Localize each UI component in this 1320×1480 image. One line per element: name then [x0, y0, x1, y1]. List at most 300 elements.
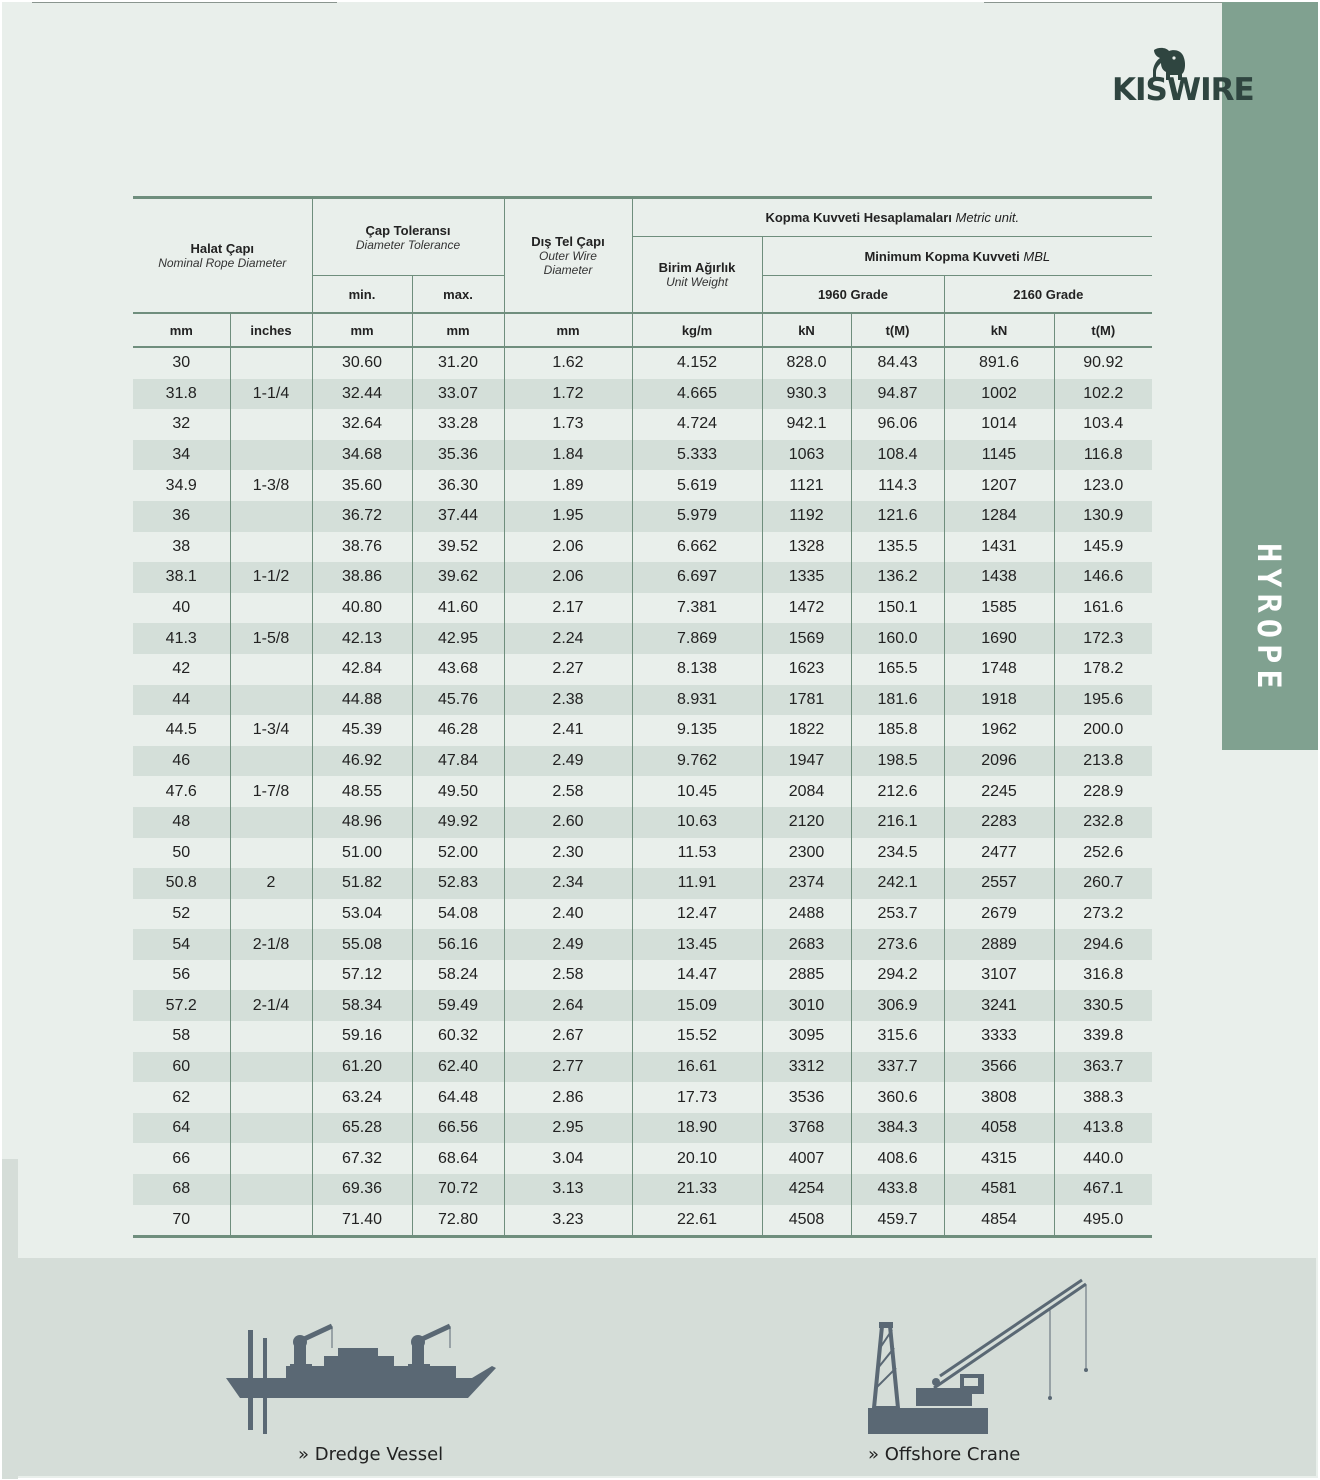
table-cell: 56.16	[412, 929, 504, 960]
table-cell: 1472	[762, 593, 851, 624]
table-row	[133, 838, 1152, 869]
table-cell: 1-7/8	[230, 776, 312, 807]
table-cell: 1014	[944, 409, 1054, 440]
table-cell: 31.8	[133, 379, 230, 410]
table-cell: 4007	[762, 1143, 851, 1174]
table-cell: 200.0	[1054, 715, 1152, 746]
table-cell: 242.1	[851, 868, 944, 899]
table-cell	[230, 440, 312, 471]
table-cell: 39.52	[412, 532, 504, 563]
table-cell: 61.20	[312, 1052, 412, 1083]
table-cell: 930.3	[762, 379, 851, 410]
table-cell: 136.2	[851, 562, 944, 593]
table-cell: 2.60	[504, 807, 632, 838]
table-cell: 2.38	[504, 685, 632, 716]
unit-header-cell: kN	[762, 313, 851, 347]
table-row	[133, 379, 1152, 410]
table-row	[133, 929, 1152, 960]
table-cell: 1.72	[504, 379, 632, 410]
table-cell: 4058	[944, 1113, 1054, 1144]
table-cell: 34.9	[165, 476, 197, 494]
table-cell: 1-5/8	[230, 623, 312, 654]
applications-panel	[18, 1258, 1316, 1476]
table-cell: 252.6	[1054, 838, 1152, 869]
table-cell: 3107	[944, 960, 1054, 991]
header-wire-tr: Dış Tel Çapı	[531, 234, 605, 249]
header-max: max.	[412, 276, 504, 314]
table-cell: 108.4	[851, 440, 944, 471]
table-cell: 4854	[944, 1205, 1054, 1237]
table-cell: 2.58	[504, 776, 632, 807]
table-cell: 198.5	[851, 746, 944, 777]
table-cell	[230, 1143, 312, 1174]
table-cell: 172.3	[1054, 623, 1152, 654]
table-cell: 42.84	[312, 654, 412, 685]
table-cell: 5.333	[632, 440, 762, 471]
table-cell: 185.8	[851, 715, 944, 746]
table-cell: 2488	[762, 899, 851, 930]
table-cell: 38.76	[312, 532, 412, 563]
table-cell: 46	[133, 746, 230, 777]
table-cell: 30	[172, 354, 191, 372]
table-cell: 234.5	[851, 838, 944, 869]
table-row	[133, 623, 1152, 654]
table-cell: 39.62	[412, 562, 504, 593]
table-row	[133, 1205, 1152, 1237]
table-cell: 9.762	[632, 746, 762, 777]
table-cell: 4.665	[632, 379, 762, 410]
table-row	[133, 1174, 1152, 1205]
table-cell: 294.2	[851, 960, 944, 991]
table-cell: 58.34	[312, 990, 412, 1021]
table-cell: 6.662	[632, 532, 762, 563]
table-cell: 2.86	[504, 1082, 632, 1113]
table-cell: 2.06	[504, 562, 632, 593]
table-cell: 9.135	[632, 715, 762, 746]
table-cell: 306.9	[851, 990, 944, 1021]
table-cell: 52.83	[412, 868, 504, 899]
brand-logo	[1112, 46, 1254, 108]
table-cell: 408.6	[851, 1143, 944, 1174]
table-cell: 2.41	[504, 715, 632, 746]
table-cell: 3808	[944, 1082, 1054, 1113]
table-cell: 103.4	[1054, 409, 1152, 440]
table-cell: 4315	[944, 1143, 1054, 1174]
table-cell: 69.36	[312, 1174, 412, 1205]
table-cell: 337.7	[851, 1052, 944, 1083]
dredge-vessel-caption: » Dredge Vessel	[298, 1444, 444, 1465]
table-cell: 12.47	[632, 899, 762, 930]
table-cell: 6.697	[632, 562, 762, 593]
table-cell: 32.64	[312, 409, 412, 440]
table-cell: 32.44	[312, 379, 412, 410]
table-cell: 212.6	[851, 776, 944, 807]
table-cell: 38.86	[312, 562, 412, 593]
table-row	[133, 532, 1152, 563]
table-cell: 339.8	[1054, 1021, 1152, 1052]
brand-logotype: KISWIRE	[1112, 72, 1254, 108]
table-cell: 34.68	[312, 440, 412, 471]
table-cell: 160.0	[851, 623, 944, 654]
table-cell: 330.5	[1054, 990, 1152, 1021]
unit-header-cell: mm	[412, 313, 504, 347]
table-cell: 459.7	[851, 1205, 944, 1237]
table-cell: 2557	[944, 868, 1054, 899]
table-cell: 52.00	[412, 838, 504, 869]
table-cell: 828.0	[762, 347, 851, 379]
table-cell: 90.92	[1054, 347, 1152, 379]
table-cell: 942.1	[762, 409, 851, 440]
header-mbl-tr: Minimum Kopma Kuvveti	[864, 248, 1020, 264]
table-cell: 2.24	[504, 623, 632, 654]
table-cell: 40.80	[312, 593, 412, 624]
table-cell: 1002	[944, 379, 1054, 410]
table-cell: 3312	[762, 1052, 851, 1083]
specification-rows	[133, 347, 1152, 1237]
table-cell: 63.24	[312, 1082, 412, 1113]
table-cell: 8.138	[632, 654, 762, 685]
table-row	[133, 1021, 1152, 1052]
table-cell: 1121	[762, 470, 851, 501]
table-cell: 48.55	[312, 776, 412, 807]
table-cell: 10.63	[632, 807, 762, 838]
table-cell: 2120	[762, 807, 851, 838]
table-row	[133, 868, 1152, 899]
table-cell: 72.80	[412, 1205, 504, 1237]
table-cell: 66.56	[412, 1113, 504, 1144]
table-cell: 440.0	[1054, 1143, 1152, 1174]
table-cell: 232.8	[1054, 807, 1152, 838]
table-row	[133, 715, 1152, 746]
table-cell: 2.27	[504, 654, 632, 685]
table-cell: 1585	[944, 593, 1054, 624]
table-cell: 38	[172, 537, 191, 555]
header-outer-wire	[504, 198, 632, 314]
table-cell: 46.28	[412, 715, 504, 746]
table-cell: 44.88	[312, 685, 412, 716]
table-cell: 2283	[944, 807, 1054, 838]
table-cell: 57.2	[133, 990, 230, 1021]
table-cell: 3.13	[504, 1174, 632, 1205]
table-cell	[230, 746, 312, 777]
table-cell: 1947	[762, 746, 851, 777]
table-cell: 60.32	[412, 1021, 504, 1052]
table-cell: 2096	[944, 746, 1054, 777]
table-cell: 228.9	[1054, 776, 1152, 807]
table-cell: 316.8	[1054, 960, 1152, 991]
table-cell: 17.73	[632, 1082, 762, 1113]
table-cell	[230, 960, 312, 991]
table-cell: 36.72	[312, 501, 412, 532]
table-cell	[230, 501, 312, 532]
table-cell: 260.7	[1054, 868, 1152, 899]
table-cell: 2	[230, 868, 312, 899]
table-cell: 1207	[944, 470, 1054, 501]
header-wire-en-2: Diameter	[543, 263, 593, 277]
table-cell: 4.724	[632, 409, 762, 440]
header-grade-2160: 2160 Grade	[944, 276, 1152, 314]
table-cell: 53.04	[312, 899, 412, 930]
table-cell: 2.06	[504, 532, 632, 563]
table-cell: 44.5	[165, 721, 197, 739]
unit-header-cell: kN	[944, 313, 1054, 347]
table-cell	[230, 838, 312, 869]
table-cell: 66	[172, 1149, 191, 1167]
header-rope-diameter-en: Nominal Rope Diameter	[158, 256, 287, 270]
table-row	[133, 1082, 1152, 1113]
unit-header-cell: kg/m	[632, 313, 762, 347]
table-cell: 2.58	[504, 960, 632, 991]
table-cell: 55.08	[312, 929, 412, 960]
table-cell: 84.43	[851, 347, 944, 379]
table-cell: 49.92	[412, 807, 504, 838]
table-cell: 71.40	[312, 1205, 412, 1237]
table-cell: 54.08	[412, 899, 504, 930]
table-cell	[230, 1021, 312, 1052]
table-cell: 3.23	[504, 1205, 632, 1237]
table-cell: 1-1/4	[230, 379, 312, 410]
table-cell	[230, 1205, 312, 1237]
table-cell: 145.9	[1054, 532, 1152, 563]
table-cell: 50.8	[133, 868, 230, 899]
table-cell: 2.49	[504, 746, 632, 777]
table-cell	[230, 347, 312, 379]
table-cell: 42.95	[412, 623, 504, 654]
table-cell: 35.60	[312, 470, 412, 501]
table-cell: 7.381	[632, 593, 762, 624]
table-cell	[230, 654, 312, 685]
table-cell: 14.47	[632, 960, 762, 991]
table-cell	[230, 807, 312, 838]
table-cell: 68.64	[412, 1143, 504, 1174]
table-cell: 22.61	[632, 1205, 762, 1237]
table-cell: 13.45	[632, 929, 762, 960]
table-cell: 15.52	[632, 1021, 762, 1052]
table-cell: 467.1	[1054, 1174, 1152, 1205]
unit-header-cell: mm	[312, 313, 412, 347]
table-cell: 1962	[944, 715, 1054, 746]
table-cell: 1822	[762, 715, 851, 746]
table-cell: 360.6	[851, 1082, 944, 1113]
table-cell: 42.13	[312, 623, 412, 654]
table-cell: 56	[172, 966, 191, 984]
table-cell: 62.40	[412, 1052, 504, 1083]
table-cell: 2.34	[504, 868, 632, 899]
table-row	[133, 960, 1152, 991]
table-row	[133, 685, 1152, 716]
table-row	[133, 990, 1152, 1021]
table-cell: 44	[133, 685, 230, 716]
table-cell: 70	[133, 1205, 230, 1237]
table-cell: 40	[172, 599, 191, 617]
table-cell: 1063	[762, 440, 851, 471]
table-row	[133, 899, 1152, 930]
table-cell: 96.06	[851, 409, 944, 440]
table-cell: 165.5	[851, 654, 944, 685]
table-cell: 3768	[762, 1113, 851, 1144]
table-cell: 51.00	[312, 838, 412, 869]
table-cell: 38.1	[133, 562, 230, 593]
table-row	[133, 654, 1152, 685]
table-cell: 45.39	[312, 715, 412, 746]
table-cell: 3010	[762, 990, 851, 1021]
table-cell: 1438	[944, 562, 1054, 593]
table-cell: 32	[172, 415, 191, 433]
table-cell: 2679	[944, 899, 1054, 930]
table-cell: 47.84	[412, 746, 504, 777]
table-cell: 2245	[944, 776, 1054, 807]
table-cell: 114.3	[851, 470, 944, 501]
table-cell: 34	[133, 440, 230, 471]
table-row	[133, 1113, 1152, 1144]
table-cell: 102.2	[1054, 379, 1152, 410]
table-cell: 15.09	[632, 990, 762, 1021]
table-cell: 4.152	[632, 347, 762, 379]
table-cell: 135.5	[851, 532, 944, 563]
top-rule-left	[32, 2, 337, 3]
table-cell: 1748	[944, 654, 1054, 685]
table-cell: 121.6	[851, 501, 944, 532]
table-cell: 3095	[762, 1021, 851, 1052]
table-cell: 253.7	[851, 899, 944, 930]
table-cell: 2.77	[504, 1052, 632, 1083]
unit-header-cell: t(M)	[1054, 313, 1152, 347]
table-cell	[230, 532, 312, 563]
table-cell: 1-1/2	[230, 562, 312, 593]
table-cell: 363.7	[1054, 1052, 1152, 1083]
table-cell: 1335	[762, 562, 851, 593]
table-cell: 2.67	[504, 1021, 632, 1052]
table-cell: 2.64	[504, 990, 632, 1021]
table-cell: 8.931	[632, 685, 762, 716]
header-grade-1960: 1960 Grade	[762, 276, 944, 314]
table-cell: 1.84	[504, 440, 632, 471]
table-cell: 1-3/4	[230, 715, 312, 746]
table-cell: 216.1	[851, 807, 944, 838]
table-cell: 7.869	[632, 623, 762, 654]
table-cell: 1328	[762, 532, 851, 563]
table-cell: 18.90	[632, 1113, 762, 1144]
table-cell: 1-3/8	[230, 470, 312, 501]
table-cell: 1781	[762, 685, 851, 716]
table-cell: 33.28	[412, 409, 504, 440]
table-cell: 36.30	[412, 470, 504, 501]
header-wire-en-1: Outer Wire	[539, 249, 597, 263]
table-cell: 388.3	[1054, 1082, 1152, 1113]
table-cell: 30.60	[312, 347, 412, 379]
table-cell: 2885	[762, 960, 851, 991]
left-strip	[2, 1159, 18, 1479]
table-cell: 37.44	[412, 501, 504, 532]
table-cell: 41.3	[133, 623, 230, 654]
table-cell: 1918	[944, 685, 1054, 716]
table-cell: 1284	[944, 501, 1054, 532]
table-cell: 50	[172, 843, 191, 861]
table-cell: 2084	[762, 776, 851, 807]
header-calc-tr: Kopma Kuvveti Hesaplamaları	[765, 210, 952, 225]
table-cell	[230, 409, 312, 440]
table-cell: 62	[172, 1088, 191, 1106]
table-cell: 48	[133, 807, 230, 838]
table-cell: 11.53	[632, 838, 762, 869]
table-cell: 54	[133, 929, 230, 960]
table-cell: 146.6	[1054, 562, 1152, 593]
table-row	[133, 501, 1152, 532]
table-cell: 2.30	[504, 838, 632, 869]
table-cell: 1.62	[504, 347, 632, 379]
table-cell: 195.6	[1054, 685, 1152, 716]
table-cell: 48.96	[312, 807, 412, 838]
table-cell: 58.24	[412, 960, 504, 991]
header-min: min.	[312, 276, 412, 314]
table-cell: 2-1/4	[230, 990, 312, 1021]
table-cell: 1.89	[504, 470, 632, 501]
header-weight-en: Unit Weight	[666, 275, 728, 289]
header-mbl-en: MBL	[1023, 248, 1051, 264]
side-label: HYROPE	[1250, 543, 1288, 695]
table-cell: 161.6	[1054, 593, 1152, 624]
table-cell: 51.82	[312, 868, 412, 899]
table-cell: 123.0	[1054, 470, 1152, 501]
table-cell: 2683	[762, 929, 851, 960]
table-cell: 68	[133, 1174, 230, 1205]
table-row	[133, 440, 1152, 471]
table-cell: 1145	[944, 440, 1054, 471]
table-cell: 1.73	[504, 409, 632, 440]
table-cell: 67.32	[312, 1143, 412, 1174]
table-cell: 3.04	[504, 1143, 632, 1174]
table-cell: 52	[172, 904, 191, 922]
table-row	[133, 776, 1152, 807]
offshore-crane-caption: » Offshore Crane	[868, 1444, 1021, 1465]
table-cell: 1569	[762, 623, 851, 654]
dredge-vessel-icon	[226, 1320, 516, 1440]
table-cell: 2477	[944, 838, 1054, 869]
table-cell: 5.979	[632, 501, 762, 532]
table-cell: 1.95	[504, 501, 632, 532]
header-diameter-tolerance	[312, 198, 504, 276]
table-cell: 94.87	[851, 379, 944, 410]
unit-header-row	[133, 313, 1152, 347]
table-row	[133, 562, 1152, 593]
table-cell: 11.91	[632, 868, 762, 899]
table-row	[133, 746, 1152, 777]
table-cell: 41.60	[412, 593, 504, 624]
table-cell: 495.0	[1054, 1205, 1152, 1237]
table-cell: 3536	[762, 1082, 851, 1113]
table-cell: 178.2	[1054, 654, 1152, 685]
table-cell	[230, 1113, 312, 1144]
table-cell: 1192	[762, 501, 851, 532]
header-tolerance-en: Diameter Tolerance	[355, 237, 461, 252]
table-cell: 70.72	[412, 1174, 504, 1205]
table-cell: 1431	[944, 532, 1054, 563]
table-row	[133, 1143, 1152, 1174]
header-tolerance-tr: Çap Toleransı	[365, 222, 451, 238]
header-calc-en: Metric unit.	[955, 210, 1020, 225]
table-cell: 1690	[944, 623, 1054, 654]
table-cell: 47.6	[165, 782, 197, 800]
table-cell: 2.17	[504, 593, 632, 624]
table-cell: 65.28	[312, 1113, 412, 1144]
table-cell: 116.8	[1054, 440, 1152, 471]
table-cell	[230, 1082, 312, 1113]
header-unit-weight	[632, 237, 762, 314]
unit-header-cell: t(M)	[851, 313, 944, 347]
table-cell: 5.619	[632, 470, 762, 501]
table-cell: 130.9	[1054, 501, 1152, 532]
table-row	[133, 593, 1152, 624]
